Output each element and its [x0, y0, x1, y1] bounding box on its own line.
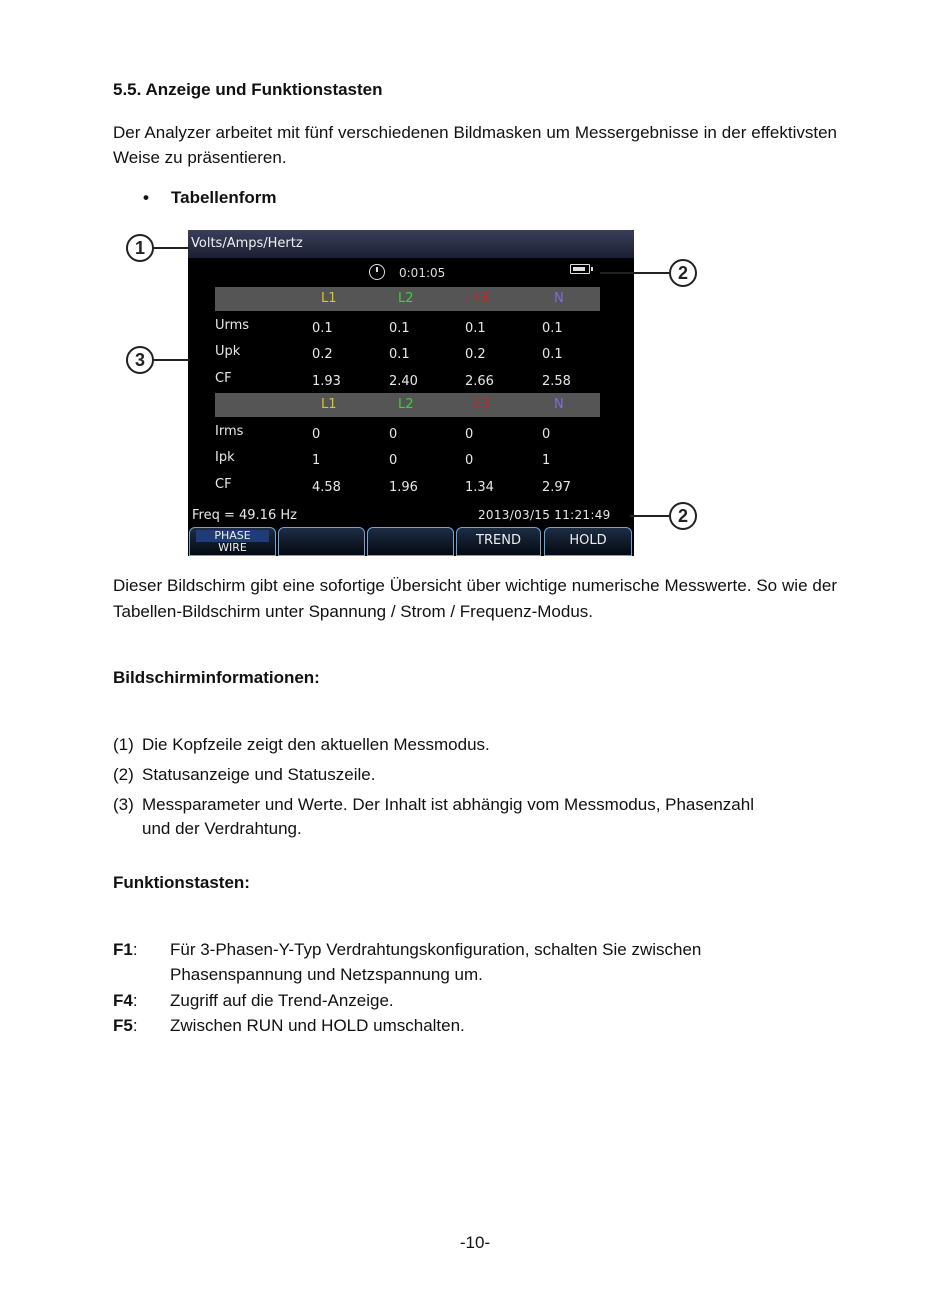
key-name: F1 [113, 940, 133, 959]
info-item [113, 763, 837, 787]
key-description-f1: F1: Für 3-Phasen-Y-Typ Verdrahtungskonfiguration, schalten Sie zwischen Phasenspannung und Netzspannung um. [113, 937, 837, 987]
cell-value: 0.1 [542, 347, 563, 362]
phase-header-l2: L2 [398, 397, 414, 412]
key-text: Zwischen RUN und HOLD umschalten. [170, 1016, 465, 1035]
cell-value: 1.96 [389, 480, 418, 495]
info-item-number: (1) [113, 735, 134, 754]
f1-phase-wire-button[interactable] [189, 527, 276, 556]
key-text: Zugriff auf die Trend-Anzeige. [170, 991, 394, 1010]
key-name: F4 [113, 991, 133, 1010]
phase-header-l2: L2 [398, 291, 414, 306]
bullet-item [143, 188, 276, 208]
cell-value: 0.1 [465, 321, 486, 336]
info-item-number: (2) [113, 765, 134, 784]
battery-icon [570, 264, 590, 274]
cell-value: 0 [389, 453, 398, 468]
cell-value: 0.1 [389, 347, 410, 362]
callout-1: 1 [126, 234, 154, 262]
info-item-text: Statusanzeige und Statuszeile. [142, 765, 376, 784]
device-screen [188, 230, 634, 556]
frequency-readout: Freq = 49.16 Hz [192, 508, 297, 523]
phase-header-n: N [554, 291, 564, 306]
cell-value: 1 [542, 453, 551, 468]
keys-heading: Funktionstasten: [113, 873, 250, 892]
bullet-marker: • [143, 188, 149, 207]
callout-line [600, 272, 669, 274]
key-text: Für 3-Phasen-Y-Typ Verdrahtungskonfiguration, schalten Sie zwischen Phasenspannung und Netzspannung um. [170, 940, 702, 984]
cell-value: 4.58 [312, 480, 341, 495]
callout-line [630, 515, 669, 517]
page-number: -10- [459, 1233, 491, 1252]
info-item-text: Die Kopfzeile zeigt den aktuellen Messmodus. [142, 735, 490, 754]
row-label: CF [215, 477, 232, 492]
cell-value: 0.1 [312, 321, 333, 336]
cell-value: 0 [542, 427, 551, 442]
row-label: Ipk [215, 450, 235, 465]
cell-value: 0 [312, 427, 321, 442]
callout-2-bottom: 2 [669, 502, 697, 530]
cell-value: 1.93 [312, 374, 341, 389]
cell-value: 0.2 [465, 347, 486, 362]
timestamp: 2013/03/15 11:21:49 [478, 508, 611, 522]
callout-line [154, 247, 190, 249]
callout-3: 3 [126, 346, 154, 374]
f4-trend-button[interactable]: TREND [456, 527, 541, 556]
info-item-continuation: und der Verdrahtung. [142, 819, 302, 838]
row-label: CF [215, 371, 232, 386]
f1-label-bottom: WIRE [218, 541, 247, 554]
f3-button[interactable] [367, 527, 454, 556]
row-label: Upk [215, 344, 241, 359]
cell-value: 2.58 [542, 374, 571, 389]
cell-value: 0 [389, 427, 398, 442]
cell-value: 0.2 [312, 347, 333, 362]
intro-paragraph: Der Analyzer arbeitet mit fünf verschiedenen Bildmasken um Messergebnisse in der effektivsten Weise zu präsentieren. [113, 123, 837, 167]
f2-button[interactable] [278, 527, 365, 556]
info-item-text: Messparameter und Werte. Der Inhalt ist abhängig vom Messmodus, Phasenzahl [142, 795, 754, 814]
phase-header-n: N [554, 397, 564, 412]
info-item-number: (3) [113, 795, 134, 814]
phase-header-l1: L1 [321, 397, 337, 412]
callout-2-top: 2 [669, 259, 697, 287]
phase-header-l3: L3 [474, 397, 490, 412]
timer-value: 0:01:05 [399, 266, 446, 280]
cell-value: 1 [312, 453, 321, 468]
f1-label-top: PHASE [196, 530, 269, 542]
cell-value: 0 [465, 427, 474, 442]
cell-value: 2.40 [389, 374, 418, 389]
cell-value: 2.97 [542, 480, 571, 495]
cell-value: 0.1 [389, 321, 410, 336]
bullet-label: Tabellenform [171, 188, 277, 207]
cell-value: 2.66 [465, 374, 494, 389]
row-label: Irms [215, 424, 244, 439]
info-item [113, 793, 837, 841]
screen-title: Volts/Amps/Hertz [188, 230, 634, 258]
section-title: 5.5. Anzeige und Funktionstasten [113, 80, 383, 99]
f5-hold-button[interactable]: HOLD [544, 527, 632, 556]
info-heading: Bildschirminformationen: [113, 668, 320, 687]
key-name: F5 [113, 1016, 133, 1035]
clock-icon [369, 264, 385, 280]
cell-value: 0.1 [542, 321, 563, 336]
row-label: Urms [215, 318, 250, 333]
info-item [113, 733, 837, 757]
timer [369, 264, 445, 280]
cell-value: 1.34 [465, 480, 494, 495]
key-description-f4: F4: Zugriff auf die Trend-Anzeige. [113, 988, 837, 1013]
phase-header-l3: L3 [474, 291, 490, 306]
callout-line [154, 359, 190, 361]
cell-value: 0 [465, 453, 474, 468]
description-paragraph: Dieser Bildschirm gibt eine sofortige Übersicht über wichtige numerische Messwerte. So wie der Tabellen-Bildschirm unter Spannung / Strom / Frequenz-Modus. [113, 576, 837, 621]
key-description-f5: F5: Zwischen RUN und HOLD umschalten. [113, 1013, 837, 1038]
phase-header-l1: L1 [321, 291, 337, 306]
